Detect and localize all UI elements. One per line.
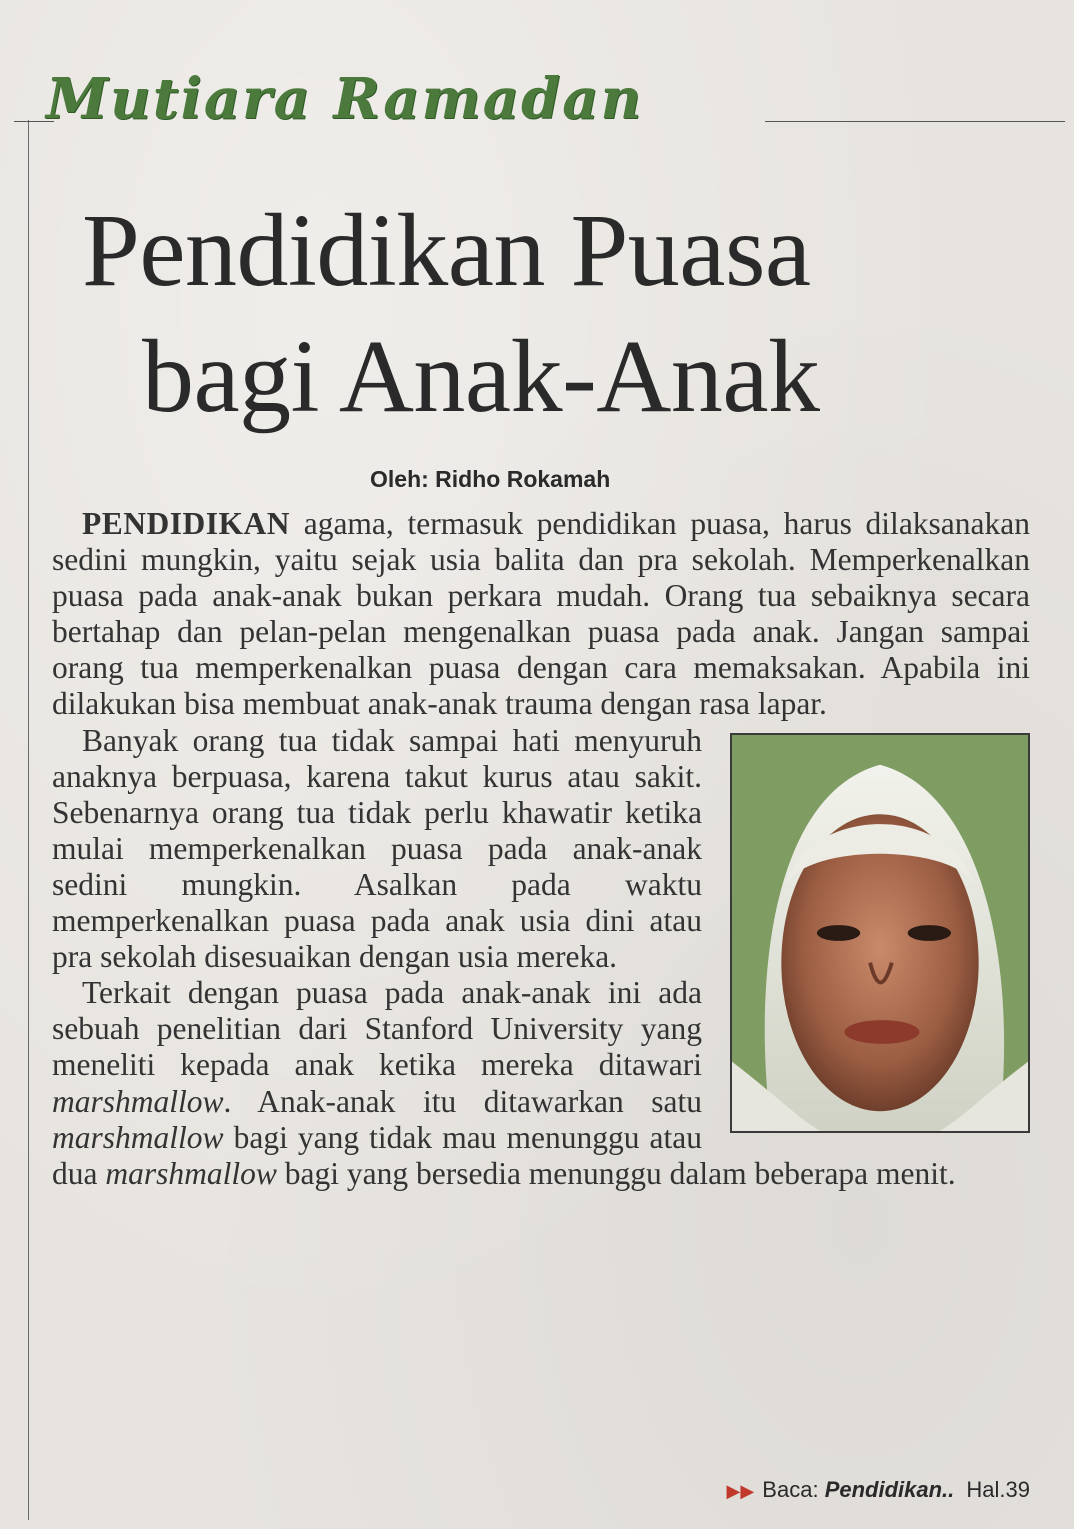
paragraph-3-text-a: Terkait dengan puasa pada anak-anak ini ada sebuah penelitian dari Stanford University yang meneliti kepada anak ketika mereka ditawari (52, 975, 702, 1083)
paragraph-1-text: agama, termasuk pendidikan puasa, harus dilaksanakan sedini mungkin, yaitu sejak usia balita dan pra sekolah. Memperkenalkan puasa pada anak-anak bukan perkara mudah. Orang tua sebaiknya secara bertahap dan pelan-pelan mengenalkan puasa pada anak. Jangan sampai orang tua memperkenalkan puasa dengan cara memaksakan. Apabila ini dilakukan bisa membuat anak-anak trauma dengan rasa lapar. (52, 506, 1030, 722)
paragraph-3-text-c: bagi yang tidak mau menunggu atau dua (52, 1119, 702, 1191)
paragraph-3-text-b: . Anak-anak itu ditawarkan satu (223, 1083, 702, 1119)
headline (82, 188, 1042, 440)
header-rule-right (765, 121, 1065, 122)
continuation-reference (726, 1477, 1030, 1503)
author-portrait-icon (732, 735, 1028, 1131)
term-marshmallow: marshmallow (105, 1155, 277, 1191)
lead-word: PENDIDIKAN (82, 506, 291, 541)
headline-line-1: Pendidikan Puasa (82, 193, 811, 308)
author-portrait-photo (730, 733, 1030, 1133)
continue-page: Hal.39 (966, 1477, 1030, 1502)
paragraph-1 (52, 506, 1030, 723)
headline-line-2: bagi Anak-Anak (142, 319, 820, 434)
continue-ref: Pendidikan.. (824, 1477, 955, 1502)
term-marshmallow: marshmallow (52, 1083, 224, 1119)
section-kicker: Mutiara Ramadan (46, 66, 644, 132)
article-body (52, 506, 1030, 1192)
paragraph-3-text-d: bagi yang bersedia menunggu dalam beberapa menit. (276, 1155, 956, 1191)
continue-label: Baca: (762, 1477, 819, 1502)
term-marshmallow: marshmallow (52, 1119, 224, 1155)
paragraph-2: Banyak orang tua tidak sampai hati menyuruh anaknya berpuasa, karena takut kurus atau sakit. Sebenarnya orang tua tidak perlu khawatir ketika mulai memperkenalkan puasa pada anak-anak sedini mungkin. Asalkan pada waktu memperkenalkan puasa pada anak usia dini atau pra sekolah disesuaikan dengan usia mereka. (52, 722, 702, 975)
column-rule (28, 120, 29, 1520)
double-arrow-icon: ▶▶ (726, 1481, 755, 1501)
byline: Oleh: Ridho Rokamah (370, 466, 611, 492)
